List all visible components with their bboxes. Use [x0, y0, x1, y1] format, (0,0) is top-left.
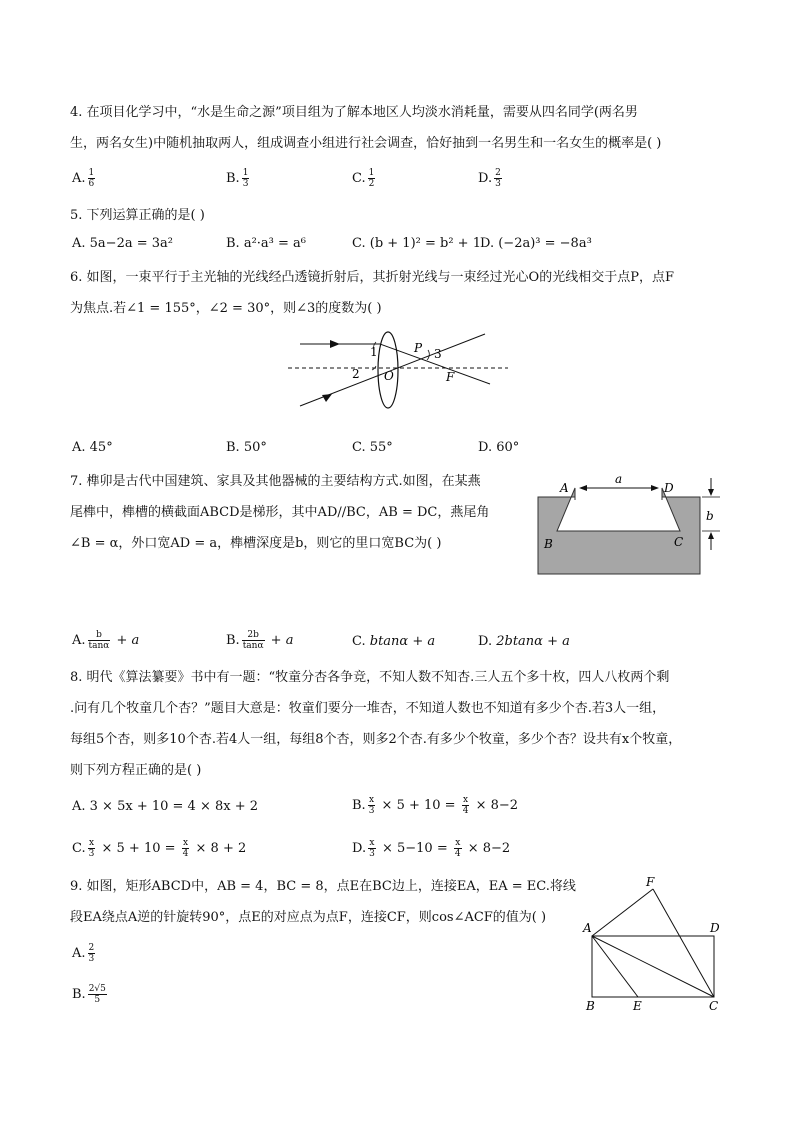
point-e-label: E	[633, 999, 642, 1013]
q9-stem-line1: 9. 如图，矩形ABCD中，AB = 4，BC = 8，点E在BC边上，连接EA，EA = EC.将线	[70, 879, 576, 894]
q8-option-d: D. $\frac{x}{3}$ × 5−10 = $\frac{x}{4}$ × 8−2	[352, 838, 511, 859]
q7-stem-line2: 尾榫中，榫槽的横截面ABCD是梯形，其中AD//BC，AB = DC，燕尾角	[70, 505, 490, 520]
q7-option-d: D. 2btanα + a	[478, 634, 570, 649]
q7-option-a: A. $\frac{b}{\tan\alpha}$ + a	[72, 630, 140, 651]
q8-stem-line1: 8. 明代《算法纂要》书中有一题：“牧童分杏各争竞，不知人数不知杏.三人五个多十枚，四人八枚两个剩	[70, 670, 670, 685]
q5-stem: 5. 下列运算正确的是( )	[70, 208, 205, 223]
q5-option-b: B. a²·a³ = a⁶	[226, 236, 306, 251]
point-o-label: O	[384, 369, 394, 383]
q9-option-a: A. $\frac{2}{3}$	[72, 943, 95, 964]
q8-stem-line3: 每组5个杏，则多10个杏.若4人一组，每组8个杏，则多2个杏.有多少个牧童，多少个杏？设共有x个牧童，	[70, 732, 682, 747]
q7-dovetail-figure	[530, 470, 730, 580]
segment-af	[592, 889, 653, 936]
q6-option-a: A. 45°	[72, 440, 113, 455]
q7-stem-line3: ∠B = α，外口宽AD = a，榫槽深度是b，则它的里口宽BC为( )	[70, 536, 442, 551]
width-arrow-right-icon	[651, 485, 659, 491]
q5-option-a: A. 5a−2a = 3a²	[72, 236, 173, 251]
point-b-label: B	[586, 999, 595, 1013]
q4-option-d: D. $\frac{2}{3}$	[478, 168, 501, 189]
q6-option-d: D. 60°	[478, 440, 520, 455]
q4-option-c: C. $\frac{1}{2}$	[352, 168, 375, 189]
parallel-ray-arrow-icon	[330, 340, 340, 348]
depth-arrow-up-icon	[708, 532, 714, 539]
dovetail-block	[538, 488, 700, 574]
point-d-label: D	[664, 481, 674, 495]
point-d-label: D	[710, 921, 720, 935]
q8-stem-line2: .问有几个牧童几个杏？”题目大意是：牧童们要分一堆杏，不知道人数也不知道有多少个杏.若3人一组，	[70, 701, 666, 716]
point-p-label: P	[414, 341, 423, 355]
point-c-label: C	[709, 999, 719, 1013]
q4-stem-line2: 生，两名女生)中随机抽取两人，组成调查小组进行社会调查，恰好抽到一名男生和一名女生的概率是( )	[70, 136, 662, 151]
segment-cf	[653, 889, 714, 997]
center-ray-arrow-icon	[322, 394, 332, 402]
q5-option-d: D. (−2a)³ = −8a³	[480, 236, 592, 251]
q4-option-b: B. $\frac{1}{3}$	[226, 168, 249, 189]
q8-stem-line4: 则下列方程正确的是( )	[70, 763, 202, 778]
angle2-label: 2	[352, 367, 360, 381]
q8-option-c: C. $\frac{x}{3}$ × 5 + 10 = $\frac{x}{4}$ × 8 + 2	[72, 838, 247, 859]
q5-option-c: C. (b + 1)² = b² + 1	[352, 236, 481, 251]
point-a-label: A	[560, 481, 569, 495]
point-f-label: F	[646, 875, 655, 889]
q7-option-c: C. btanα + a	[352, 634, 436, 649]
depth-label: b	[706, 509, 714, 523]
q9-option-b: B. $\frac{2√5}{5}$	[72, 984, 106, 1005]
width-label: a	[615, 472, 623, 486]
q7-option-b: B. $\frac{2b}{\tan\alpha}$ + a	[226, 630, 294, 651]
q8-option-b: B. $\frac{x}{3}$ × 5 + 10 = $\frac{x}{4}$ × 8−2	[352, 795, 519, 816]
point-c-label: C	[674, 535, 684, 549]
segment-ae	[592, 936, 638, 997]
depth-arrow-down-icon	[708, 489, 714, 496]
q9-stem-line2: 段EA绕点A逆的针旋转90°，点E的对应点为点F，连接CF，则cos∠ACF的值为( )	[70, 910, 547, 925]
q7-stem-line1: 7. 榫卯是古代中国建筑、家具及其他器械的主要结构方式.如图，在某燕	[70, 474, 481, 489]
q9-rectangle-figure	[580, 872, 730, 1017]
diagonal-ac	[592, 936, 714, 997]
q4-stem-line1: 4. 在项目化学习中，“水是生命之源”项目组为了解本地区人均淡水消耗量，需要从四名同学(两名男	[70, 105, 638, 120]
angle1-label: 1	[370, 345, 378, 359]
q6-option-b: B. 50°	[226, 440, 267, 455]
width-arrow-left-icon	[579, 485, 587, 491]
point-f-label: F	[446, 370, 455, 384]
point-a-label: A	[583, 921, 592, 935]
angle3-label: 3	[434, 347, 442, 361]
point-b-label: B	[544, 537, 553, 551]
q6-option-c: C. 55°	[352, 440, 393, 455]
q4-option-a: A. $\frac{1}{6}$	[72, 168, 95, 189]
angle3-arc	[427, 350, 429, 360]
q8-option-a: A. 3 × 5x + 10 = 4 × 8x + 2	[72, 799, 258, 814]
q6-lens-figure	[280, 326, 520, 412]
q6-stem-line2: 为焦点.若∠1 = 155°，∠2 = 30°，则∠3的度数为( )	[70, 301, 382, 316]
q6-stem-line1: 6. 如图，一束平行于主光轴的光线经凸透镜折射后，其折射光线与一束经过光心O的光线相交于点P，点F	[70, 270, 674, 285]
